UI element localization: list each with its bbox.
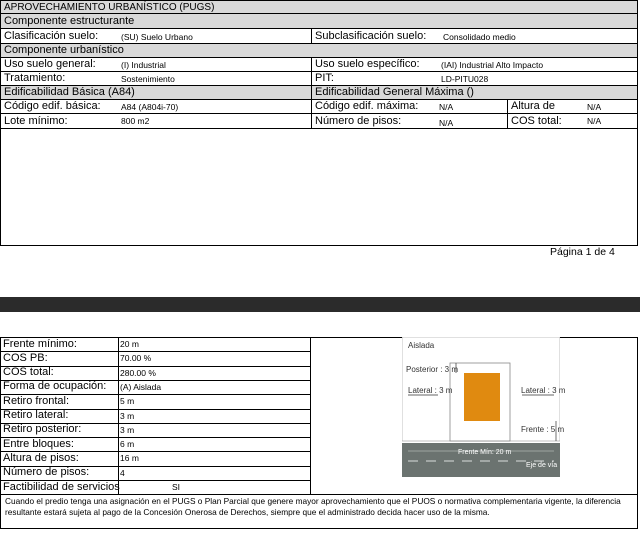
param-label: Número de pisos:	[3, 466, 90, 479]
clasificacion-label: Clasificación suelo:	[4, 30, 99, 42]
uso-especifico-label: Uso suelo específico:	[315, 58, 420, 70]
param-label: COS PB:	[3, 351, 48, 364]
edif-basica-header: Edificabilidad Básica (A84)	[4, 86, 135, 98]
codigo-basica-label: Código edif. básica:	[4, 100, 101, 112]
param-label: Altura de pisos:	[3, 451, 79, 464]
pit-label: PIT:	[315, 72, 334, 84]
diagram-eje-via: Eje de vía	[526, 462, 558, 469]
param-value: (A) Aislada	[120, 381, 162, 392]
numero-pisos-label: Número de pisos:	[315, 115, 402, 127]
param-value: 4	[120, 467, 125, 478]
tratamiento-label: Tratamiento:	[4, 72, 66, 84]
param-value: 280.00 %	[120, 367, 156, 378]
cos-total-label: COS total:	[511, 115, 562, 127]
clasificacion-row	[0, 29, 638, 44]
section-estructurante-label: Componente estructurante	[4, 15, 135, 27]
param-value: SI	[172, 482, 181, 492]
uso-row	[0, 58, 638, 72]
param-value: 3 m	[120, 410, 135, 421]
param-label: Retiro frontal:	[3, 394, 70, 407]
codigo-maxima-value: N/A	[439, 102, 454, 112]
codigo-maxima-label: Código edif. máxima:	[315, 100, 419, 112]
param-value: 16 m	[120, 453, 139, 464]
param-label: Retiro lateral:	[3, 409, 69, 421]
altura-de-value: N/A	[587, 102, 602, 112]
pit-value: LD-PITU028	[441, 74, 489, 84]
building-block	[464, 373, 500, 421]
cos-total-value: N/A	[587, 116, 602, 126]
param-label: Retiro posterior:	[3, 423, 82, 436]
tratamiento-value: Sostenimiento	[121, 74, 175, 84]
diagram-lateral-left: Lateral : 3 m	[408, 386, 453, 395]
param-label: Frente mínimo:	[3, 337, 77, 350]
section-urbanistico	[0, 44, 638, 58]
subclasificacion-label: Subclasificación suelo:	[315, 30, 427, 42]
empty-area	[0, 129, 638, 246]
diagram-frente-min: Frente Mín: 20 m	[458, 449, 512, 456]
page-number: Página 1 de 4	[550, 246, 615, 258]
uso-general-value: (I) Industrial	[121, 60, 166, 70]
diagram-posterior: Posterior : 3 m	[406, 365, 459, 374]
tratamiento-row	[0, 72, 638, 86]
codigo-row	[0, 100, 638, 114]
param-value: 20 m	[120, 339, 139, 349]
diagram-title: Aislada	[408, 341, 435, 350]
param-label: Factibilidad de servicios	[3, 480, 120, 493]
altura-de-label: Altura de	[511, 100, 556, 112]
lote-minimo-label: Lote mínimo:	[4, 115, 68, 127]
codigo-basica-value: A84 (A804i-70)	[121, 102, 179, 112]
page-separator	[0, 297, 640, 312]
subclasificacion-value: Consolidado medio	[443, 32, 516, 42]
param-value: 70.00 %	[120, 353, 152, 364]
diagram-frente: Frente : 5 m	[521, 425, 565, 434]
clasificacion-value: (SU) Suelo Urbano	[121, 32, 193, 42]
edif-general-header: Edificabilidad General Máxima ()	[315, 86, 474, 98]
param-value: 6 m	[120, 439, 135, 450]
note-box	[0, 494, 638, 529]
param-label: COS total:	[3, 366, 54, 379]
param-value: 5 m	[120, 396, 135, 407]
param-value: 3 m	[120, 424, 135, 435]
section-urbanistico-label: Componente urbanístico	[4, 44, 124, 56]
note-text: Cuando el predio tenga una asignación en el PUGS o Plan Parcial que genere mayor aprovechamiento que el PUOS o normativa complementaria vigente, la diferencia resultante estará sujeta al pago de la Concesión Onerosa de Derechos, siempre que el administrado decida hacer uso de la misma.	[5, 496, 621, 517]
uso-general-label: Uso suelo general:	[4, 58, 96, 70]
numero-pisos-value: N/A	[439, 118, 454, 128]
edificabilidad-header-row	[0, 86, 638, 100]
section-estructurante	[0, 14, 638, 29]
title-row	[0, 0, 638, 14]
lote-minimo-value: 800 m2	[121, 116, 150, 126]
page-title: APROVECHAMIENTO URBANÍSTICO (PUGS)	[4, 2, 215, 13]
lote-row	[0, 114, 638, 129]
uso-especifico-value: (IAI) Industrial Alto Impacto	[441, 60, 544, 70]
diagram-lateral-right: Lateral : 3 m	[521, 386, 566, 395]
ocupacion-diagram	[402, 337, 566, 479]
param-label: Forma de ocupación:	[3, 380, 107, 393]
param-label: Entre bloques:	[3, 437, 74, 450]
